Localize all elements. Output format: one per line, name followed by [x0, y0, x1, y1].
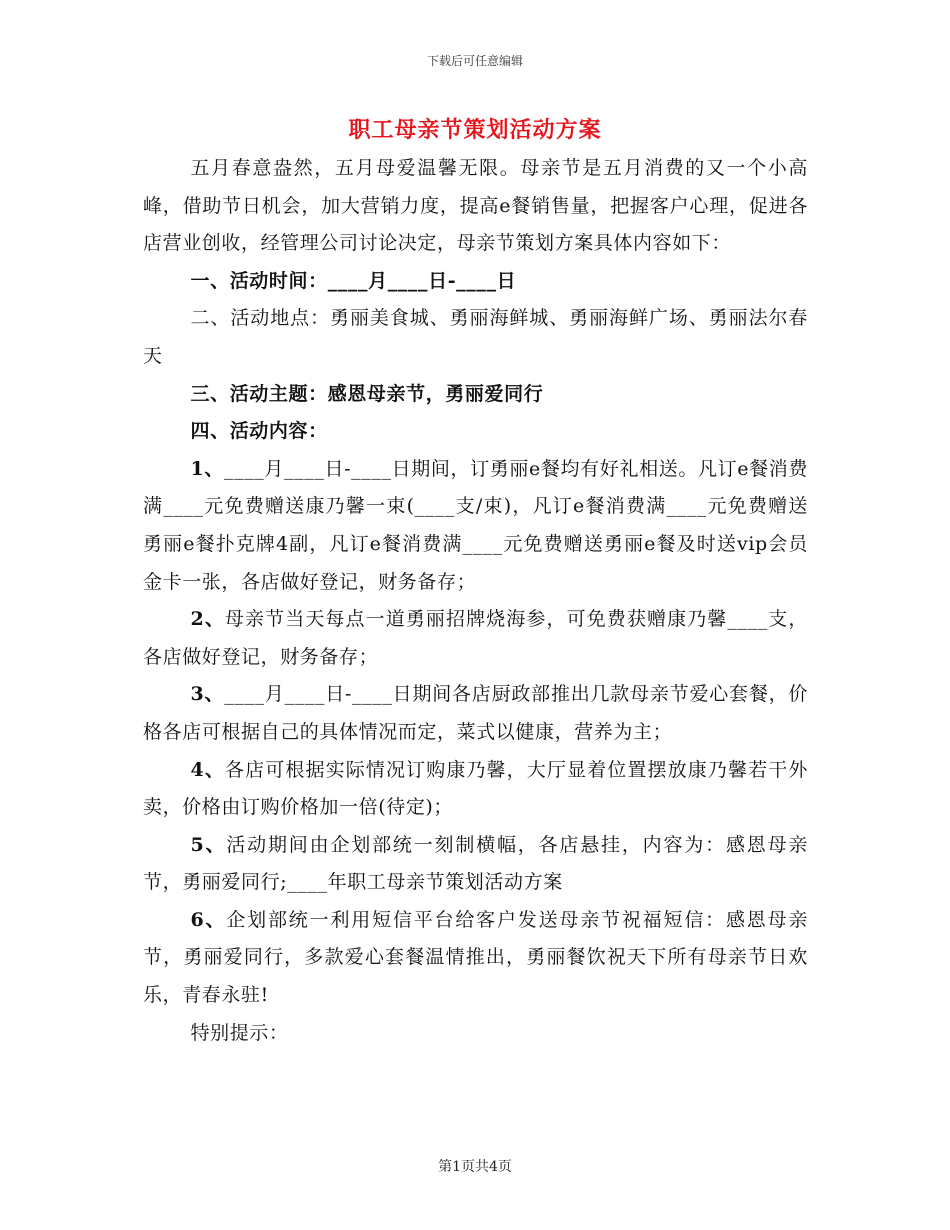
item-number: 3、 — [190, 683, 225, 706]
section-activity-location: 二、活动地点：勇丽美食城、勇丽海鲜城、勇丽海鲜广场、勇丽法尔春天 — [143, 307, 808, 367]
item-number: 2、 — [190, 608, 225, 631]
section-activity-theme: 三、活动主题：感恩母亲节，勇丽爱同行 — [190, 382, 544, 405]
item-number: 6、 — [190, 908, 227, 931]
item-text: 母亲节当天每点一道勇丽招牌烧海参，可免费获赠康乃馨____支，各店做好登记，财务备存； — [143, 608, 808, 668]
page-number: 第1页共4页 — [438, 1159, 512, 1175]
header-note: 下载后可任意编辑 — [426, 54, 523, 68]
content-item — [143, 752, 808, 827]
content-item — [143, 902, 808, 1015]
content-item — [143, 451, 808, 601]
intro-paragraph: 五月春意盎然，五月母爱温馨无限。母亲节是五月消费的又一个小高峰，借助节日机会，加大营销力度，提高e餐销售量，把握客户心理，促进各店营业创收，经管理公司讨论决定，母亲节策划方案具体内容如下： — [143, 157, 808, 255]
section-activity-content: 四、活动内容： — [190, 420, 328, 443]
item-text: 企划部统一利用短信平台给客户发送母亲节祝福短信：感恩母亲节，勇丽爱同行，多款爱心套餐温情推出，勇丽餐饮祝天下所有母亲节日欢乐，青春永驻! — [143, 908, 808, 1007]
item-number: 1、 — [190, 457, 224, 480]
document-body — [143, 150, 808, 1052]
item-number: 4、 — [190, 758, 225, 781]
section-activity-time: 一、活动时间：____月____日-____日 — [190, 269, 517, 292]
item-text: ____月____日-____日期间，订勇丽e餐均有好礼相送。凡订e餐消费满____元免费赠送康乃馨一束(____支/束)，凡订e餐消费满____元免费赠送勇丽e餐扑克牌4副，凡订e餐消费满____元免费赠送勇丽e餐及时送vip会员金卡一张，各店做好登记，财务备存； — [143, 457, 809, 593]
content-item — [143, 601, 808, 676]
content-item — [143, 827, 808, 902]
item-number: 5、 — [190, 833, 227, 856]
item-text: ____月____日-____日期间各店厨政部推出几款母亲节爱心套餐，价格各店可根据自己的具体情况而定，菜式以健康，营养为主； — [143, 683, 808, 743]
document-title: 职工母亲节策划活动方案 — [348, 117, 602, 143]
item-text: 活动期间由企划部统一刻制横幅，各店悬挂，内容为：感恩母亲节，勇丽爱同行;____年职工母亲节策划活动方案 — [143, 833, 808, 894]
special-note: 特别提示： — [190, 1021, 289, 1044]
item-text: 各店可根据实际情况订购康乃馨，大厅显着位置摆放康乃馨若干外卖，价格由订购价格加一倍(待定)； — [143, 758, 808, 819]
content-item — [143, 676, 808, 751]
